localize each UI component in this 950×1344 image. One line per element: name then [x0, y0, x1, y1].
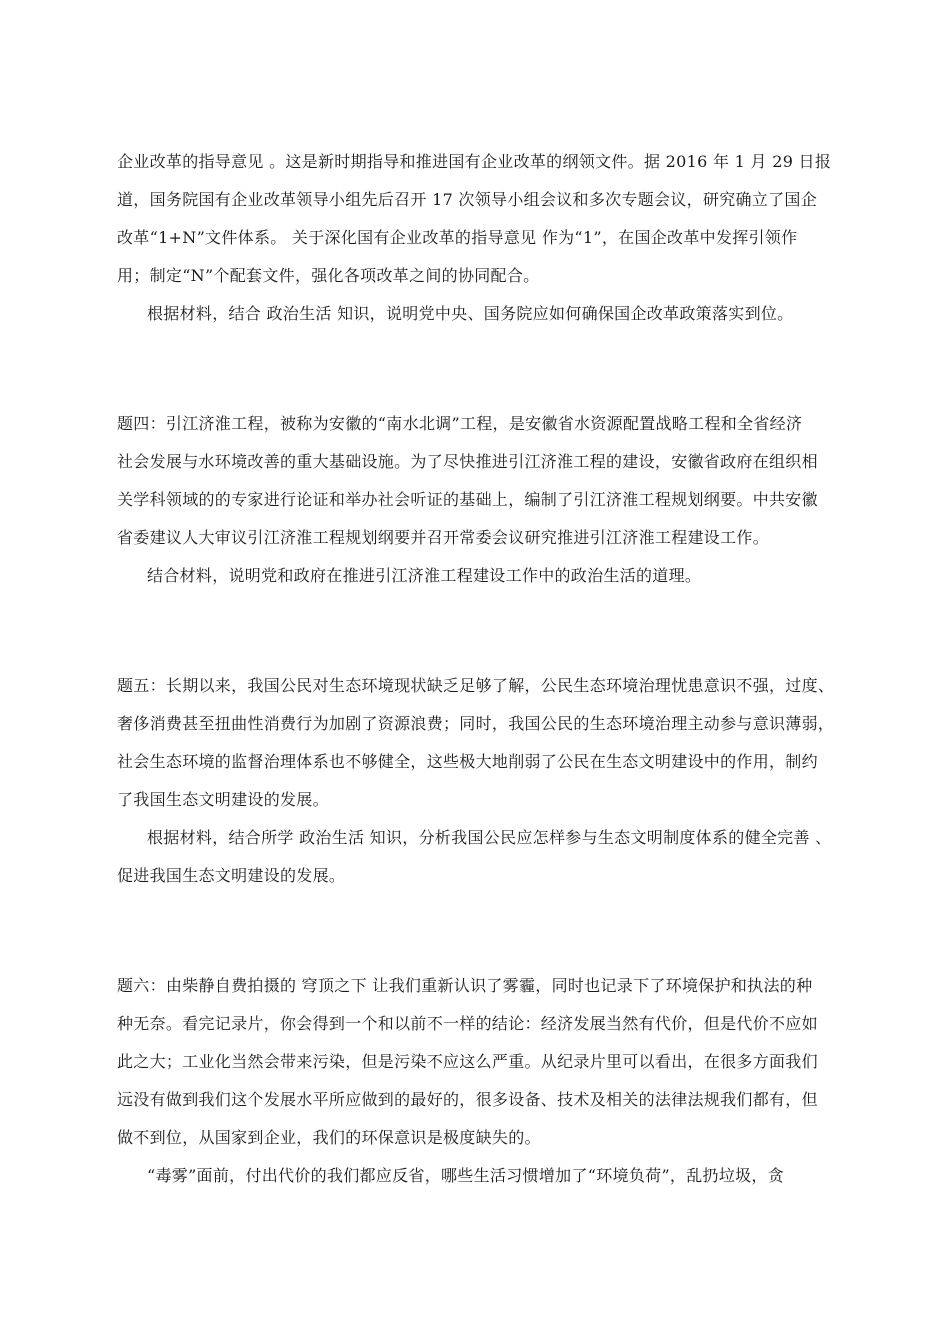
- paragraph-line: 奢侈消费甚至扭曲性消费行为加剧了资源浪费；同时，我国公民的生态环境治理主动参与意识薄弱，: [117, 714, 835, 733]
- paragraph-line: 社会发展与水环境改善的重大基础设施。为了尽快推进引江济淮工程的建设，安徽省政府在组织相: [117, 452, 818, 471]
- paragraph-line: 社会生态环境的监督治理体系也不够健全，这些极大地削弱了公民在生态文明建设中的作用，制约: [117, 752, 818, 771]
- question-5-line: 题五：长期以来，我国公民对生态环境现状缺乏足够了解，公民生态环境治理忧患意识不强，过度、: [117, 676, 835, 695]
- question-prompt: 促进我国生态文明建设的发展。: [117, 866, 346, 885]
- question-6-line: 题六：由柴静自费拍摄的 穹顶之下 让我们重新认识了雾霾，同时也记录下了环境保护和执法的种: [117, 976, 813, 995]
- question-4-line: 题四：引江济淮工程，被称为安徽的“南水北调”工程，是安徽省水资源配置战略工程和全省经济: [117, 414, 803, 433]
- question-prompt: 根据材料，结合 政治生活 知识，说明党中央、国务院应如何确保国企改革政策落实到位。: [147, 304, 794, 323]
- paragraph-line: 用；制定“N”个配套文件，强化各项改革之间的协同配合。: [117, 266, 540, 285]
- paragraph-line: 企业改革的指导意见 。这是新时期指导和推进国有企业改革的纲领文件。据 2016 年 1 月 29 日报: [117, 152, 832, 171]
- paragraph-line: 关学科领域的的专家进行论证和举办社会听证的基础上，编制了引江济淮工程规划纲要。中共安徽: [117, 490, 818, 509]
- paragraph-line: 此之大；工业化当然会带来污染，但是污染不应这么严重。从纪录片里可以看出，在很多方面我们: [117, 1052, 818, 1071]
- question-prompt: 根据材料，结合所学 政治生活 知识，分析我国公民应怎样参与生态文明制度体系的健全完善 、: [147, 828, 832, 847]
- paragraph-line: 道，国务院国有企业改革领导小组先后召开 17 次领导小组会议和多次专题会议，研究确立了国企: [117, 190, 818, 209]
- paragraph-line: 做不到位，从国家到企业，我们的环保意识是极度缺失的。: [117, 1128, 541, 1147]
- question-prompt: 结合材料，说明党和政府在推进引江济淮工程建设工作中的政治生活的道理。: [147, 566, 702, 585]
- paragraph-line: “毒雾”面前，付出代价的我们都应反省，哪些生活习惯增加了“环境负荷”，乱扔垃圾，贪: [147, 1166, 785, 1185]
- paragraph-line: 改革“1+N”文件体系。 关于深化国有企业改革的指导意见 作为“1”，在国企改革中发挥引领作: [117, 228, 798, 247]
- paragraph-line: 了我国生态文明建设的发展。: [117, 790, 329, 809]
- paragraph-line: 种无奈。看完记录片，你会得到一个和以前不一样的结论：经济发展当然有代价，但是代价不应如: [117, 1014, 818, 1033]
- paragraph-line: 省委建议人大审议引江济淮工程规划纲要并召开常委会议研究推进引江济淮工程建设工作。: [117, 528, 770, 547]
- paragraph-line: 远没有做到我们这个发展水平所应做到的最好的，很多设备、技术及相关的法律法规我们都有，但: [117, 1090, 818, 1109]
